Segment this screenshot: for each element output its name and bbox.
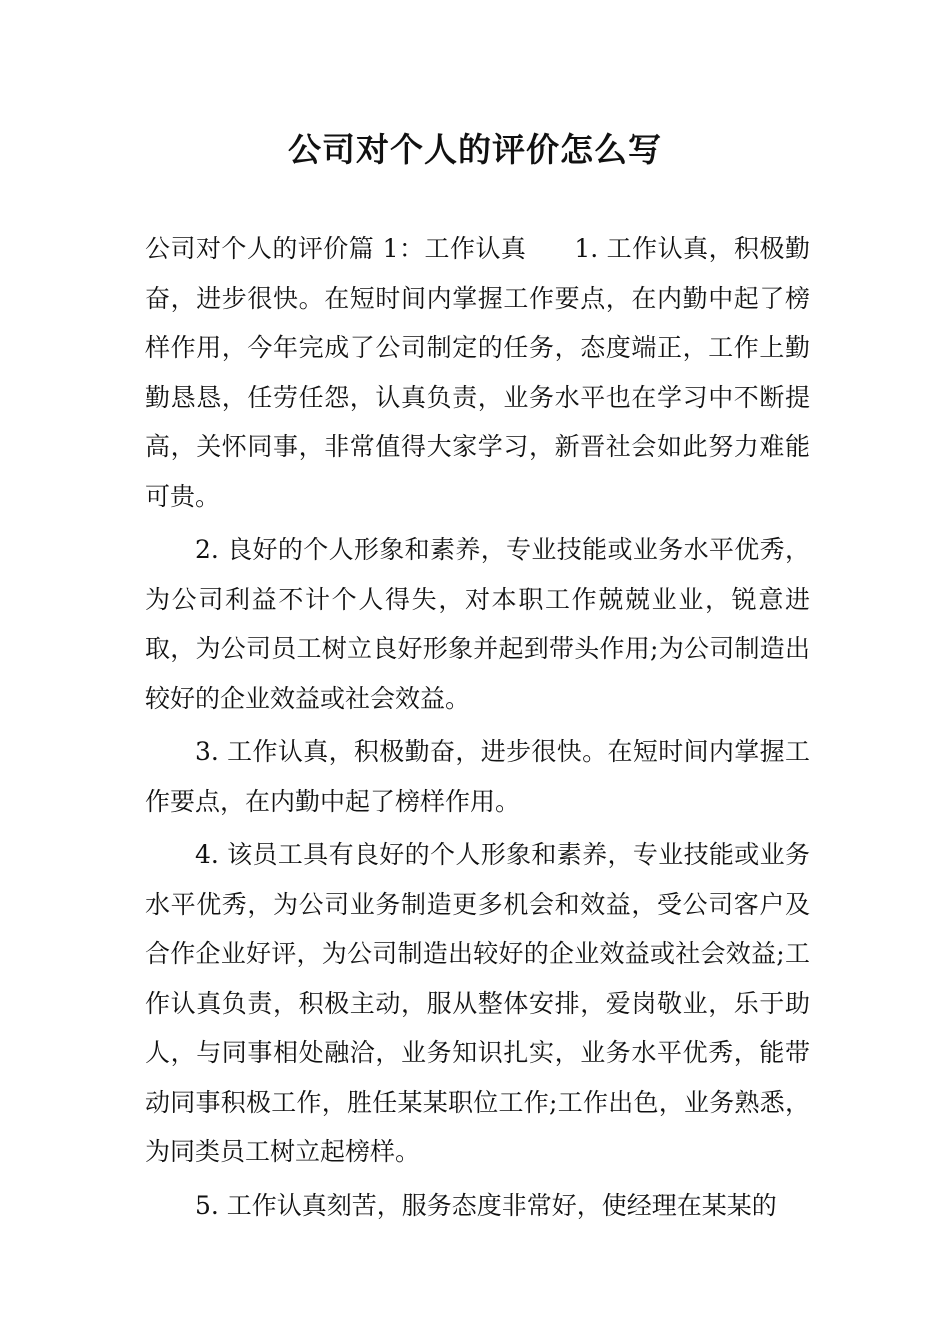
paragraph-3: 3. 工作认真，积极勤奋，进步很快。在短时间内掌握工作要点，在内勤中起了榜样作用。 [145,737,810,816]
paragraph-text: 1. 工作认真，积极勤奋，进步很快。在短时间内掌握工作要点，在内勤中起了榜样作用，今年完成了公司制定的任务，态度端正，工作上勤勤恳恳，任劳任怨，认真负责，业务水平也在学习中不断提高，关怀同事，非常值得大家学习，新晋社会如此努力难能可贵。 [145,234,810,511]
paragraph-1 [145,224,810,521]
page-title: 公司对个人的评价怎么写 [288,130,662,169]
paragraph-4: 4. 该员工具有良好的个人形象和素养，专业技能或业务水平优秀，为公司业务制造更多机会和效益，受公司客户及合作企业好评，为公司制造出较好的企业效益或社会效益;工作认真负责，积极主动，服从整体安排，爱岗敬业，乐于助人，与同事相处融洽，业务知识扎实，业务水平优秀，能带动同事积极工作，胜任某某职位工作;工作出色，业务熟悉，为同类员工树立起榜样。 [145,840,810,1166]
paragraph-2: 2. 良好的个人形象和素养，专业技能或业务水平优秀，为公司利益不计个人得失，对本职工作兢兢业业，锐意进取，为公司员工树立良好形象并起到带头作用;为公司制造出较好的企业效益或社会效益。 [145,535,810,713]
section-heading: 公司对个人的评价篇 1：工作认真 [145,234,527,263]
document-body [145,224,810,1234]
paragraph-5: 5. 工作认真刻苦，服务态度非常好，使经理在某某的 [195,1190,777,1220]
